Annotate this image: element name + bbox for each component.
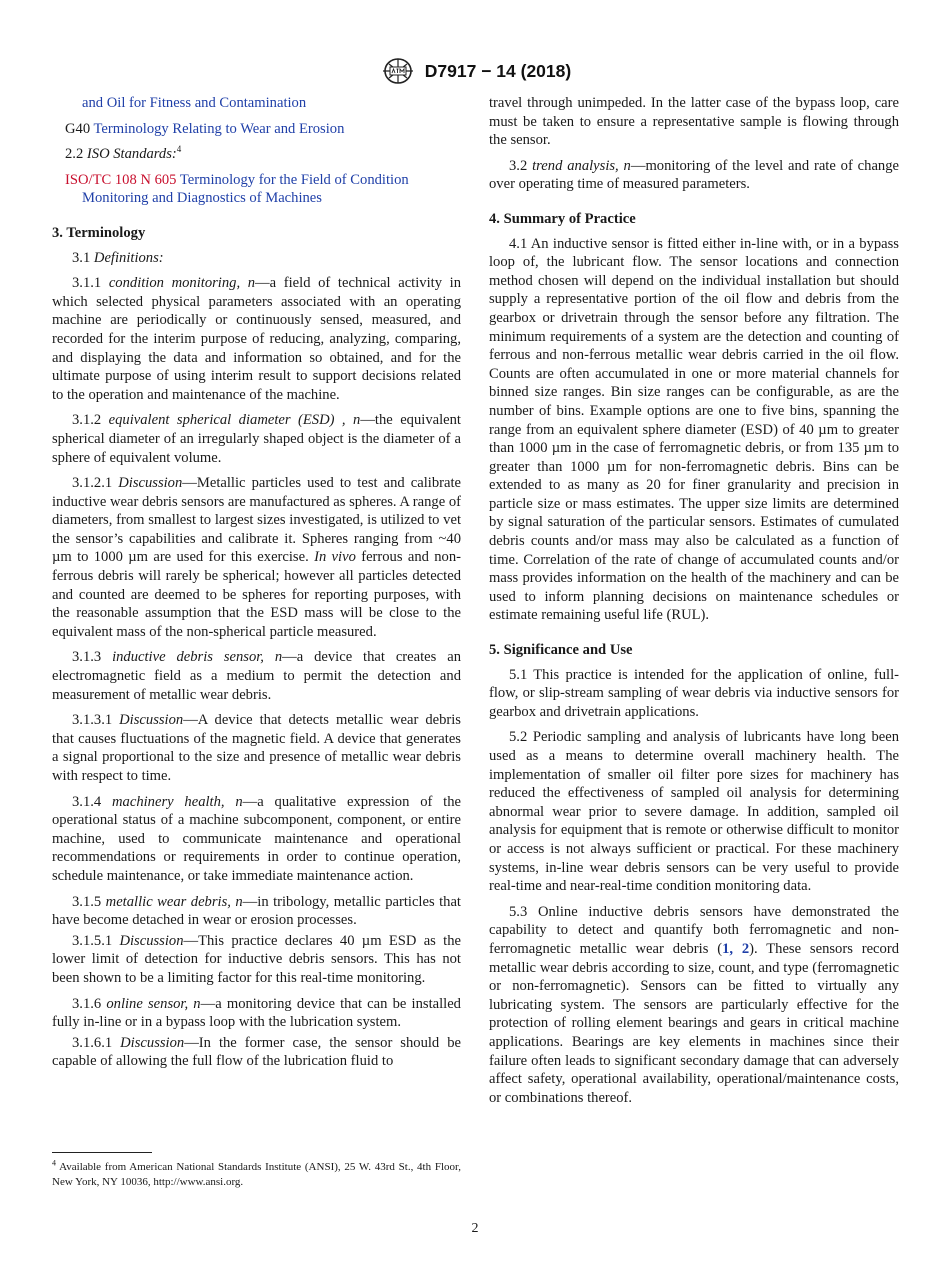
para-3-1-5: 3.1.5 metallic wear debris, n—in tribology, metallic particles that have become detached in wear or erosion processes. — [52, 893, 461, 929]
para-3-1: 3.1 Definitions: — [72, 249, 164, 266]
page-header — [0, 56, 950, 86]
right-column — [489, 94, 899, 1114]
para-3-2: 3.2 trend analysis, n—monitoring of the level and rate of change over operating time of measured parameters. — [489, 157, 900, 193]
para-3-1-3: 3.1.3 inductive debris sensor, n—a device that creates an electromagnetic field as a medium to permit the detection and measurement of metallic wear debris. — [52, 649, 461, 703]
document-designation: D7917 − 14 (2018) — [424, 60, 572, 81]
left-column — [52, 94, 461, 1078]
para-3-1-4: 3.1.4 machinery health, n—a qualitative expression of the operational status of a machine subcomponent, component, or entire machine, used to communicate maintenance and operational recommendations or requirements in order to continue operation, schedule maintenance, or take immediate maintenance action. — [52, 793, 461, 884]
reference-g40[interactable]: G40 Terminology Relating to Wear and Erosion — [65, 120, 345, 137]
section-4-heading: 4. Summary of Practice — [489, 210, 636, 227]
section-3-heading: 3. Terminology — [52, 224, 146, 241]
para-5-2: 5.2 Periodic sampling and analysis of lubricants have long been used as a means to determine overall machinery health. The implementation of smaller oil filter pore sizes for machinery has reduced the effectiveness of sampled oil analysis for determining abnormal wear prior to severe damage. In addition, sampled oil analysis for equipment that is remote or otherwise difficult to monitor or access is not always sufficient or practical. For these machinery systems, in-line wear debris sensors can be very useful to provide real-time and near-real-time condition monitoring data. — [489, 729, 899, 895]
footnote-rule — [52, 1152, 152, 1153]
para-4-1: 4.1 An inductive sensor is fitted either in-line with, or in a bypass loop of, the lubricant flow. The sensor locations and connection method chosen will depend on the individual installation but should supply a representative portion of the oil flow and debris from the gearbox or drivetrain through the sensor before any filtration. The minimum requirements of a system are the detection and counting of ferrous and non-ferrous metallic wear debris carried in the oil flow. Counts are often accumulated in one or more material channels for binned size ranges. Bin size ranges can be configurable, as are the number of bins. Example options are one to five bins, spanning the range from an equivalent sphere diameter (ESD) of 40 µm to greater than 1000 µm in the case of ferromagnetic debris, or from 135 µm to greater than 1000 µm for non-ferromagnetic debris. Bins can be extended to as many as 20 for finer granularity and precision in particle size or mass estimates. The upper size limits are determined by signal saturation of the particular sensors. Estimates of cumulated debris counts and/or mass may also be calculated as a function of time. Correlation of the rate of change of accumulated counts and/or mass provides information on the health of the machinery and can be used to inform planning decisions on maintenance schedules or estimate remaining useful life (RUL). — [489, 235, 899, 624]
iso-standards-heading: 2.2 ISO Standards:$^4$ — [65, 144, 182, 163]
para-3-1-5-1: 3.1.5.1 Discussion—This practice declares 40 µm ESD as the lower limit of detection for inductive debris sensors. This has not been shown to be a limiting factor for this real-time monitoring. — [52, 932, 461, 986]
section-5-heading: 5. Significance and Use — [489, 642, 633, 659]
footnote-marker: 4 — [176, 144, 182, 155]
citation-link[interactable]: 1, 2 — [722, 940, 750, 957]
para-3-1-6-1: 3.1.6.1 Discussion—In the former case, the sensor should be capable of allowing the full flow of the lubrication fluid to — [52, 1034, 461, 1070]
para-5-1: 5.1 This practice is intended for the application of online, full-flow, or slip-stream sampling of wear debris via inductive sensors for gearbox and drivetrain applications. — [489, 666, 899, 720]
para-3-1-2: 3.1.2 equivalent spherical diameter (ESD) , n—the equivalent spherical diameter of an irregularly shaped object is the diameter of a sphere of equivalent volume. — [52, 412, 461, 466]
reference-iso-tc108[interactable]: ISO/TC 108 N 605 Terminology for the Field of Condition Monitoring and Diagnostics of Machines — [65, 171, 409, 207]
reference-continuation[interactable]: and Oil for Fitness and Contamination — [82, 95, 307, 111]
para-3-1-6: 3.1.6 online sensor, n—a monitoring device that can be installed fully in-line or in a bypass loop with the lubrication system. — [52, 995, 461, 1031]
footnote-4: $^4$ Available from American National Standards Institute (ANSI), 25 W. 43rd St., 4th Floor, New York, NY 10036, http://www.ansi.org. — [52, 1158, 461, 1188]
page-number: 2 — [471, 1221, 479, 1236]
para-3-1-6-1-continued: travel through unimpeded. In the latter case of the bypass loop, care must be taken to ensure a representative sample is flowing through the sensor. — [489, 95, 899, 149]
para-3-1-1: 3.1.1 condition monitoring, n—a field of technical activity in which selected physical parameters associated with an operating machine are periodically or continuously sensed, measured, and recorded for the interim purpose of reducing, analyzing, comparing, and displaying the data and information so obtained, and for the ultimate purpose of using interim result to support decisions related to the operation and maintenance of the machine. — [52, 275, 461, 403]
astm-logo-icon — [379, 58, 417, 84]
para-3-1-2-1: 3.1.2.1 Discussion—Metallic particles used to test and calibrate inductive wear debris sensors are manufactured as spheres. A range of diameters, from smallest to largest sizes investigated, is utilized to vet the sensor’s capabilities and calibrate it. Spheres ranging from ~40 µm to 1000 µm are used for this exercise. In vivo ferrous and non-ferrous debris will rarely be spherical; however all particles detected and counted are deemed to be spheres for reporting purposes, with the reasonable assumption that the ESD mass will be close to the equivalent mass of the non-spherical particle measured. — [52, 475, 461, 640]
para-5-3: 5.3 Online inductive debris sensors have demonstrated the capability to detect and quantify both ferromagnetic and non-ferromagnetic metallic wear debris (1, 2). These sensors record metallic wear debris according to size, count, and type (ferromagnetic or non-ferromagnetic). Sensors can be fitted to virtually any lubricating system. The sensors are particularly effective for the protection of rolling element bearings and gears in critical machine applications. Bearings are key elements in machines since their failure often leads to significant secondary damage that can adversely affect safety, operational availability, operational/maintenance costs, or combinations thereof. — [489, 903, 899, 1106]
para-3-1-3-1: 3.1.3.1 Discussion—A device that detects metallic wear debris that causes fluctuations of the magnetic field. A device that generates a signal proportional to the size and presence of metallic wear debris with respect to time. — [52, 712, 461, 784]
